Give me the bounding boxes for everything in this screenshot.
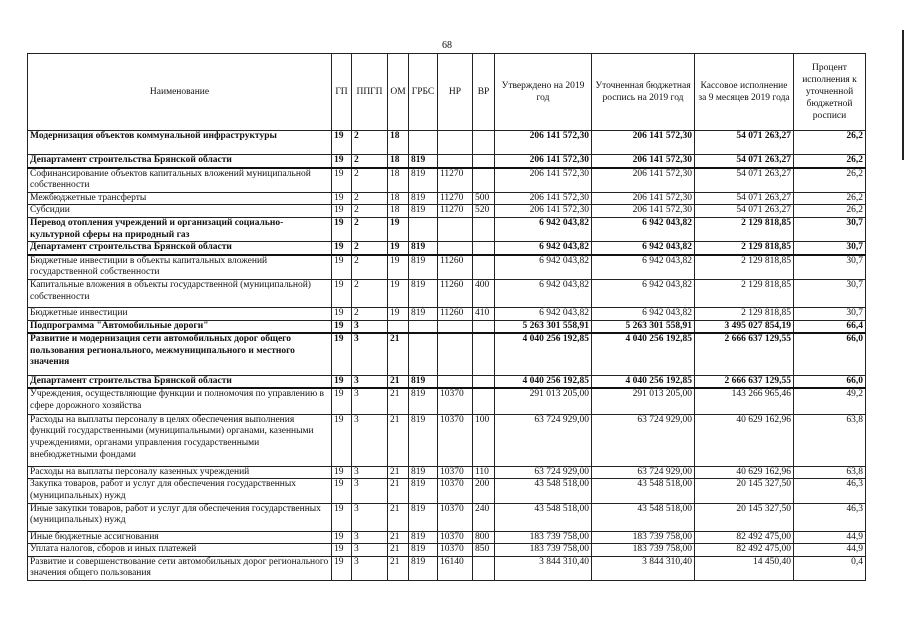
- cell-np: [438, 155, 473, 168]
- cell-om: 19: [388, 279, 409, 307]
- cell-np: 10370: [438, 466, 473, 479]
- cell-name: Уплата налогов, сборов и иных платежей: [28, 544, 332, 557]
- cell-gp: 19: [332, 503, 352, 531]
- header-np: НР: [438, 54, 473, 131]
- cell-om: 19: [388, 217, 409, 241]
- scan-edge-line: [902, 30, 904, 160]
- cell-grbs: 819: [409, 242, 438, 255]
- cell-cash: 20 145 327,50: [695, 479, 794, 503]
- cell-refined: 63 724 929,00: [592, 466, 695, 479]
- cell-vr: 410: [473, 307, 495, 320]
- cell-grbs: 819: [409, 544, 438, 557]
- cell-np: 10370: [438, 479, 473, 503]
- cell-name: Расходы на выплаты персоналу в целях обеспечения выполнения функций государственными (муниципальными) органами, казенными учреждениями, органами управления государственными внебюджетными фондами: [28, 414, 332, 466]
- cell-percent: 30,7: [794, 307, 866, 320]
- cell-grbs: [409, 333, 438, 375]
- cell-percent: 26,2: [794, 205, 866, 218]
- cell-percent: 30,7: [794, 279, 866, 307]
- cell-grbs: 819: [409, 556, 438, 580]
- cell-gp: 19: [332, 205, 352, 218]
- table-row: [28, 131, 866, 155]
- cell-grbs: [409, 320, 438, 333]
- cell-cash: 54 071 263,27: [695, 168, 794, 193]
- cell-name: Бюджетные инвестиции: [28, 307, 332, 320]
- table-row: [28, 414, 866, 466]
- cell-gp: 19: [332, 168, 352, 193]
- cell-vr: [473, 255, 495, 280]
- cell-approved: 183 739 758,00: [495, 531, 592, 544]
- cell-refined: 206 141 572,30: [592, 205, 695, 218]
- cell-vr: 200: [473, 479, 495, 503]
- header-gp: ГП: [332, 54, 352, 131]
- cell-refined: 206 141 572,30: [592, 168, 695, 193]
- cell-vr: 110: [473, 466, 495, 479]
- cell-gp: 19: [332, 217, 352, 241]
- cell-percent: 66,4: [794, 320, 866, 333]
- table-row: [28, 479, 866, 503]
- cell-approved: 6 942 043,82: [495, 242, 592, 255]
- cell-ppgp: 3: [352, 556, 388, 580]
- cell-name: Капитальные вложения в объекты государственной (муниципальной) собственности: [28, 279, 332, 307]
- cell-vr: 850: [473, 544, 495, 557]
- cell-gp: 19: [332, 255, 352, 280]
- cell-vr: [473, 217, 495, 241]
- cell-gp: 19: [332, 192, 352, 205]
- header-approved: Утверждено на 2019 год: [495, 54, 592, 131]
- cell-om: 18: [388, 168, 409, 193]
- cell-gp: 19: [332, 242, 352, 255]
- cell-om: 18: [388, 205, 409, 218]
- cell-om: [388, 320, 409, 333]
- cell-cash: 82 492 475,00: [695, 544, 794, 557]
- cell-approved: 206 141 572,30: [495, 131, 592, 155]
- cell-ppgp: 3: [352, 466, 388, 479]
- cell-ppgp: 2: [352, 255, 388, 280]
- cell-ppgp: 3: [352, 320, 388, 333]
- cell-ppgp: 3: [352, 479, 388, 503]
- cell-percent: 26,2: [794, 131, 866, 155]
- cell-gp: 19: [332, 279, 352, 307]
- table-row: [28, 466, 866, 479]
- cell-np: 11260: [438, 279, 473, 307]
- cell-cash: 2 129 818,85: [695, 307, 794, 320]
- cell-gp: 19: [332, 333, 352, 375]
- cell-approved: 206 141 572,30: [495, 192, 592, 205]
- cell-approved: 43 548 518,00: [495, 479, 592, 503]
- cell-refined: 4 040 256 192,85: [592, 375, 695, 388]
- cell-name: Расходы на выплаты персоналу казенных учреждений: [28, 466, 332, 479]
- cell-vr: 100: [473, 414, 495, 466]
- cell-vr: [473, 155, 495, 168]
- cell-om: 21: [388, 333, 409, 375]
- cell-gp: 19: [332, 466, 352, 479]
- cell-ppgp: 3: [352, 333, 388, 375]
- cell-name: Межбюджетные трансферты: [28, 192, 332, 205]
- cell-ppgp: 2: [352, 217, 388, 241]
- cell-refined: 206 141 572,30: [592, 131, 695, 155]
- cell-np: [438, 242, 473, 255]
- cell-gp: 19: [332, 307, 352, 320]
- budget-execution-table: [27, 53, 866, 581]
- cell-np: 11260: [438, 307, 473, 320]
- cell-refined: 183 739 758,00: [592, 544, 695, 557]
- cell-cash: 20 145 327,50: [695, 503, 794, 531]
- header-ppgp: ППГП: [352, 54, 388, 131]
- table-row: [28, 544, 866, 557]
- cell-name: Иные бюджетные ассигнования: [28, 531, 332, 544]
- cell-ppgp: 3: [352, 388, 388, 414]
- cell-om: 21: [388, 503, 409, 531]
- cell-percent: 26,2: [794, 168, 866, 193]
- cell-ppgp: 2: [352, 131, 388, 155]
- cell-np: 10370: [438, 531, 473, 544]
- cell-percent: 66,0: [794, 375, 866, 388]
- cell-approved: 183 739 758,00: [495, 544, 592, 557]
- cell-grbs: 819: [409, 479, 438, 503]
- cell-cash: 54 071 263,27: [695, 155, 794, 168]
- cell-vr: [473, 320, 495, 333]
- cell-cash: 14 450,40: [695, 556, 794, 580]
- table-row: [28, 168, 866, 193]
- cell-percent: 46,3: [794, 503, 866, 531]
- cell-approved: 6 942 043,82: [495, 255, 592, 280]
- cell-vr: [473, 242, 495, 255]
- cell-percent: 30,7: [794, 255, 866, 280]
- table-row: [28, 375, 866, 388]
- cell-np: 10370: [438, 388, 473, 414]
- cell-ppgp: 3: [352, 531, 388, 544]
- cell-approved: 5 263 301 558,91: [495, 320, 592, 333]
- cell-vr: 520: [473, 205, 495, 218]
- cell-grbs: 819: [409, 375, 438, 388]
- header-name: Наименование: [28, 54, 332, 131]
- table-row: [28, 388, 866, 414]
- cell-grbs: 819: [409, 255, 438, 280]
- cell-refined: 183 739 758,00: [592, 531, 695, 544]
- cell-grbs: 819: [409, 503, 438, 531]
- table-row: [28, 556, 866, 580]
- cell-vr: 800: [473, 531, 495, 544]
- cell-gp: 19: [332, 375, 352, 388]
- cell-approved: 206 141 572,30: [495, 205, 592, 218]
- cell-name: Модернизация объектов коммунальной инфраструктуры: [28, 131, 332, 155]
- cell-approved: 63 724 929,00: [495, 414, 592, 466]
- table-row: [28, 255, 866, 280]
- cell-approved: 6 942 043,82: [495, 279, 592, 307]
- cell-cash: 2 129 818,85: [695, 242, 794, 255]
- cell-approved: 3 844 310,40: [495, 556, 592, 580]
- table-row: [28, 531, 866, 544]
- cell-name: Софинансирование объектов капитальных вложений муниципальной собственности: [28, 168, 332, 193]
- cell-refined: 6 942 043,82: [592, 279, 695, 307]
- table-row: [28, 217, 866, 241]
- cell-om: 21: [388, 544, 409, 557]
- cell-approved: 291 013 205,00: [495, 388, 592, 414]
- cell-refined: 63 724 929,00: [592, 414, 695, 466]
- header-om: ОМ: [388, 54, 409, 131]
- cell-refined: 43 548 518,00: [592, 503, 695, 531]
- cell-gp: 19: [332, 388, 352, 414]
- cell-percent: 66,0: [794, 333, 866, 375]
- cell-percent: 63,8: [794, 466, 866, 479]
- cell-vr: [473, 131, 495, 155]
- cell-om: 21: [388, 375, 409, 388]
- cell-refined: 43 548 518,00: [592, 479, 695, 503]
- table-row: [28, 242, 866, 255]
- cell-cash: 143 266 965,46: [695, 388, 794, 414]
- cell-percent: 26,2: [794, 192, 866, 205]
- cell-cash: 2 666 637 129,55: [695, 333, 794, 375]
- table-row: [28, 279, 866, 307]
- cell-name: Развитие и совершенствование сети автомобильных дорог регионального значения общего пользования: [28, 556, 332, 580]
- cell-percent: 63,8: [794, 414, 866, 466]
- cell-vr: 240: [473, 503, 495, 531]
- cell-grbs: [409, 131, 438, 155]
- cell-ppgp: 2: [352, 155, 388, 168]
- cell-np: 16140: [438, 556, 473, 580]
- cell-name: Департамент строительства Брянской области: [28, 155, 332, 168]
- cell-refined: 291 013 205,00: [592, 388, 695, 414]
- cell-cash: 3 495 027 854,19: [695, 320, 794, 333]
- cell-ppgp: 2: [352, 205, 388, 218]
- header-cash: Кассовое исполнение за 9 месяцев 2019 года: [695, 54, 794, 131]
- cell-om: 19: [388, 255, 409, 280]
- cell-refined: 6 942 043,82: [592, 307, 695, 320]
- cell-approved: 206 141 572,30: [495, 168, 592, 193]
- cell-gp: 19: [332, 556, 352, 580]
- cell-np: [438, 217, 473, 241]
- cell-ppgp: 3: [352, 503, 388, 531]
- cell-om: 18: [388, 192, 409, 205]
- cell-grbs: 819: [409, 388, 438, 414]
- cell-vr: [473, 388, 495, 414]
- cell-om: 21: [388, 388, 409, 414]
- cell-percent: 26,2: [794, 155, 866, 168]
- cell-vr: [473, 375, 495, 388]
- cell-gp: 19: [332, 479, 352, 503]
- cell-approved: 206 141 572,30: [495, 155, 592, 168]
- cell-name: Бюджетные инвестиции в объекты капитальных вложений государственной собственности: [28, 255, 332, 280]
- cell-np: [438, 375, 473, 388]
- table-row: [28, 503, 866, 531]
- cell-grbs: 819: [409, 168, 438, 193]
- cell-om: 18: [388, 155, 409, 168]
- cell-name: Субсидии: [28, 205, 332, 218]
- cell-grbs: [409, 217, 438, 241]
- cell-name: Учреждения, осуществляющие функции и полномочия по управлению в сфере дорожного хозяйства: [28, 388, 332, 414]
- cell-ppgp: 2: [352, 242, 388, 255]
- cell-ppgp: 2: [352, 279, 388, 307]
- cell-ppgp: 3: [352, 414, 388, 466]
- cell-refined: 206 141 572,30: [592, 192, 695, 205]
- cell-percent: 30,7: [794, 217, 866, 241]
- cell-grbs: 819: [409, 307, 438, 320]
- cell-name: Развитие и модернизация сети автомобильных дорог общего пользования регионального, межмуниципального и местного значения: [28, 333, 332, 375]
- cell-om: 18: [388, 131, 409, 155]
- cell-om: 21: [388, 531, 409, 544]
- cell-grbs: 819: [409, 414, 438, 466]
- cell-name: Иные закупки товаров, работ и услуг для обеспечения государственных (муниципальных) нужд: [28, 503, 332, 531]
- cell-ppgp: 2: [352, 307, 388, 320]
- cell-om: 19: [388, 307, 409, 320]
- cell-cash: 54 071 263,27: [695, 192, 794, 205]
- cell-name: Департамент строительства Брянской области: [28, 375, 332, 388]
- cell-grbs: 819: [409, 279, 438, 307]
- cell-refined: 5 263 301 558,91: [592, 320, 695, 333]
- cell-vr: 400: [473, 279, 495, 307]
- cell-np: 11270: [438, 168, 473, 193]
- cell-cash: 54 071 263,27: [695, 131, 794, 155]
- table-row: [28, 320, 866, 333]
- cell-ppgp: 2: [352, 168, 388, 193]
- cell-cash: 40 629 162,96: [695, 466, 794, 479]
- cell-np: 10370: [438, 503, 473, 531]
- cell-percent: 0,4: [794, 556, 866, 580]
- cell-cash: 40 629 162,96: [695, 414, 794, 466]
- cell-gp: 19: [332, 320, 352, 333]
- cell-np: [438, 333, 473, 375]
- table-body: [28, 131, 866, 581]
- cell-gp: 19: [332, 414, 352, 466]
- cell-refined: 6 942 043,82: [592, 255, 695, 280]
- cell-om: 21: [388, 414, 409, 466]
- header-percent: Процент исполнения к уточненной бюджетной росписи: [794, 54, 866, 131]
- cell-vr: [473, 168, 495, 193]
- cell-grbs: 819: [409, 466, 438, 479]
- cell-refined: 4 040 256 192,85: [592, 333, 695, 375]
- cell-name: Перевод отопления учреждений и организаций социально-культурной сферы на природный газ: [28, 217, 332, 241]
- cell-refined: 6 942 043,82: [592, 242, 695, 255]
- cell-np: [438, 320, 473, 333]
- header-vr: ВР: [473, 54, 495, 131]
- cell-np: [438, 131, 473, 155]
- cell-np: 11270: [438, 205, 473, 218]
- table-row: [28, 192, 866, 205]
- cell-name: Департамент строительства Брянской области: [28, 242, 332, 255]
- cell-refined: 6 942 043,82: [592, 217, 695, 241]
- page-number: 68: [442, 40, 452, 51]
- cell-vr: [473, 333, 495, 375]
- cell-percent: 46,3: [794, 479, 866, 503]
- cell-name: Закупка товаров, работ и услуг для обеспечения государственных (муниципальных) нужд: [28, 479, 332, 503]
- cell-gp: 19: [332, 544, 352, 557]
- table-row: [28, 205, 866, 218]
- cell-refined: 206 141 572,30: [592, 155, 695, 168]
- cell-om: 21: [388, 466, 409, 479]
- cell-approved: 4 040 256 192,85: [495, 375, 592, 388]
- table-row: [28, 333, 866, 375]
- header-grbs: ГРБС: [409, 54, 438, 131]
- cell-approved: 4 040 256 192,85: [495, 333, 592, 375]
- header-refined: Уточненная бюджетная роспись на 2019 год: [592, 54, 695, 131]
- table-header-row: [28, 54, 866, 131]
- cell-refined: 3 844 310,40: [592, 556, 695, 580]
- cell-np: 11270: [438, 192, 473, 205]
- cell-percent: 49,2: [794, 388, 866, 414]
- cell-om: 21: [388, 556, 409, 580]
- cell-vr: 500: [473, 192, 495, 205]
- cell-cash: 82 492 475,00: [695, 531, 794, 544]
- cell-cash: 2 666 637 129,55: [695, 375, 794, 388]
- cell-np: 10370: [438, 544, 473, 557]
- cell-ppgp: 3: [352, 544, 388, 557]
- table-row: [28, 155, 866, 168]
- cell-grbs: 819: [409, 531, 438, 544]
- cell-percent: 44,9: [794, 531, 866, 544]
- cell-vr: [473, 556, 495, 580]
- cell-approved: 63 724 929,00: [495, 466, 592, 479]
- cell-grbs: 819: [409, 192, 438, 205]
- table-row: [28, 307, 866, 320]
- cell-grbs: 819: [409, 205, 438, 218]
- cell-approved: 6 942 043,82: [495, 307, 592, 320]
- cell-cash: 2 129 818,85: [695, 217, 794, 241]
- cell-grbs: 819: [409, 155, 438, 168]
- cell-name: Подпрограмма "Автомобильные дороги": [28, 320, 332, 333]
- cell-approved: 6 942 043,82: [495, 217, 592, 241]
- cell-om: 21: [388, 479, 409, 503]
- cell-np: 10370: [438, 414, 473, 466]
- cell-ppgp: 2: [352, 192, 388, 205]
- cell-gp: 19: [332, 531, 352, 544]
- cell-approved: 43 548 518,00: [495, 503, 592, 531]
- cell-gp: 19: [332, 155, 352, 168]
- cell-percent: 44,9: [794, 544, 866, 557]
- cell-cash: 2 129 818,85: [695, 255, 794, 280]
- cell-np: 11260: [438, 255, 473, 280]
- cell-om: 19: [388, 242, 409, 255]
- cell-gp: 19: [332, 131, 352, 155]
- cell-percent: 30,7: [794, 242, 866, 255]
- cell-cash: 54 071 263,27: [695, 205, 794, 218]
- cell-ppgp: 3: [352, 375, 388, 388]
- cell-cash: 2 129 818,85: [695, 279, 794, 307]
